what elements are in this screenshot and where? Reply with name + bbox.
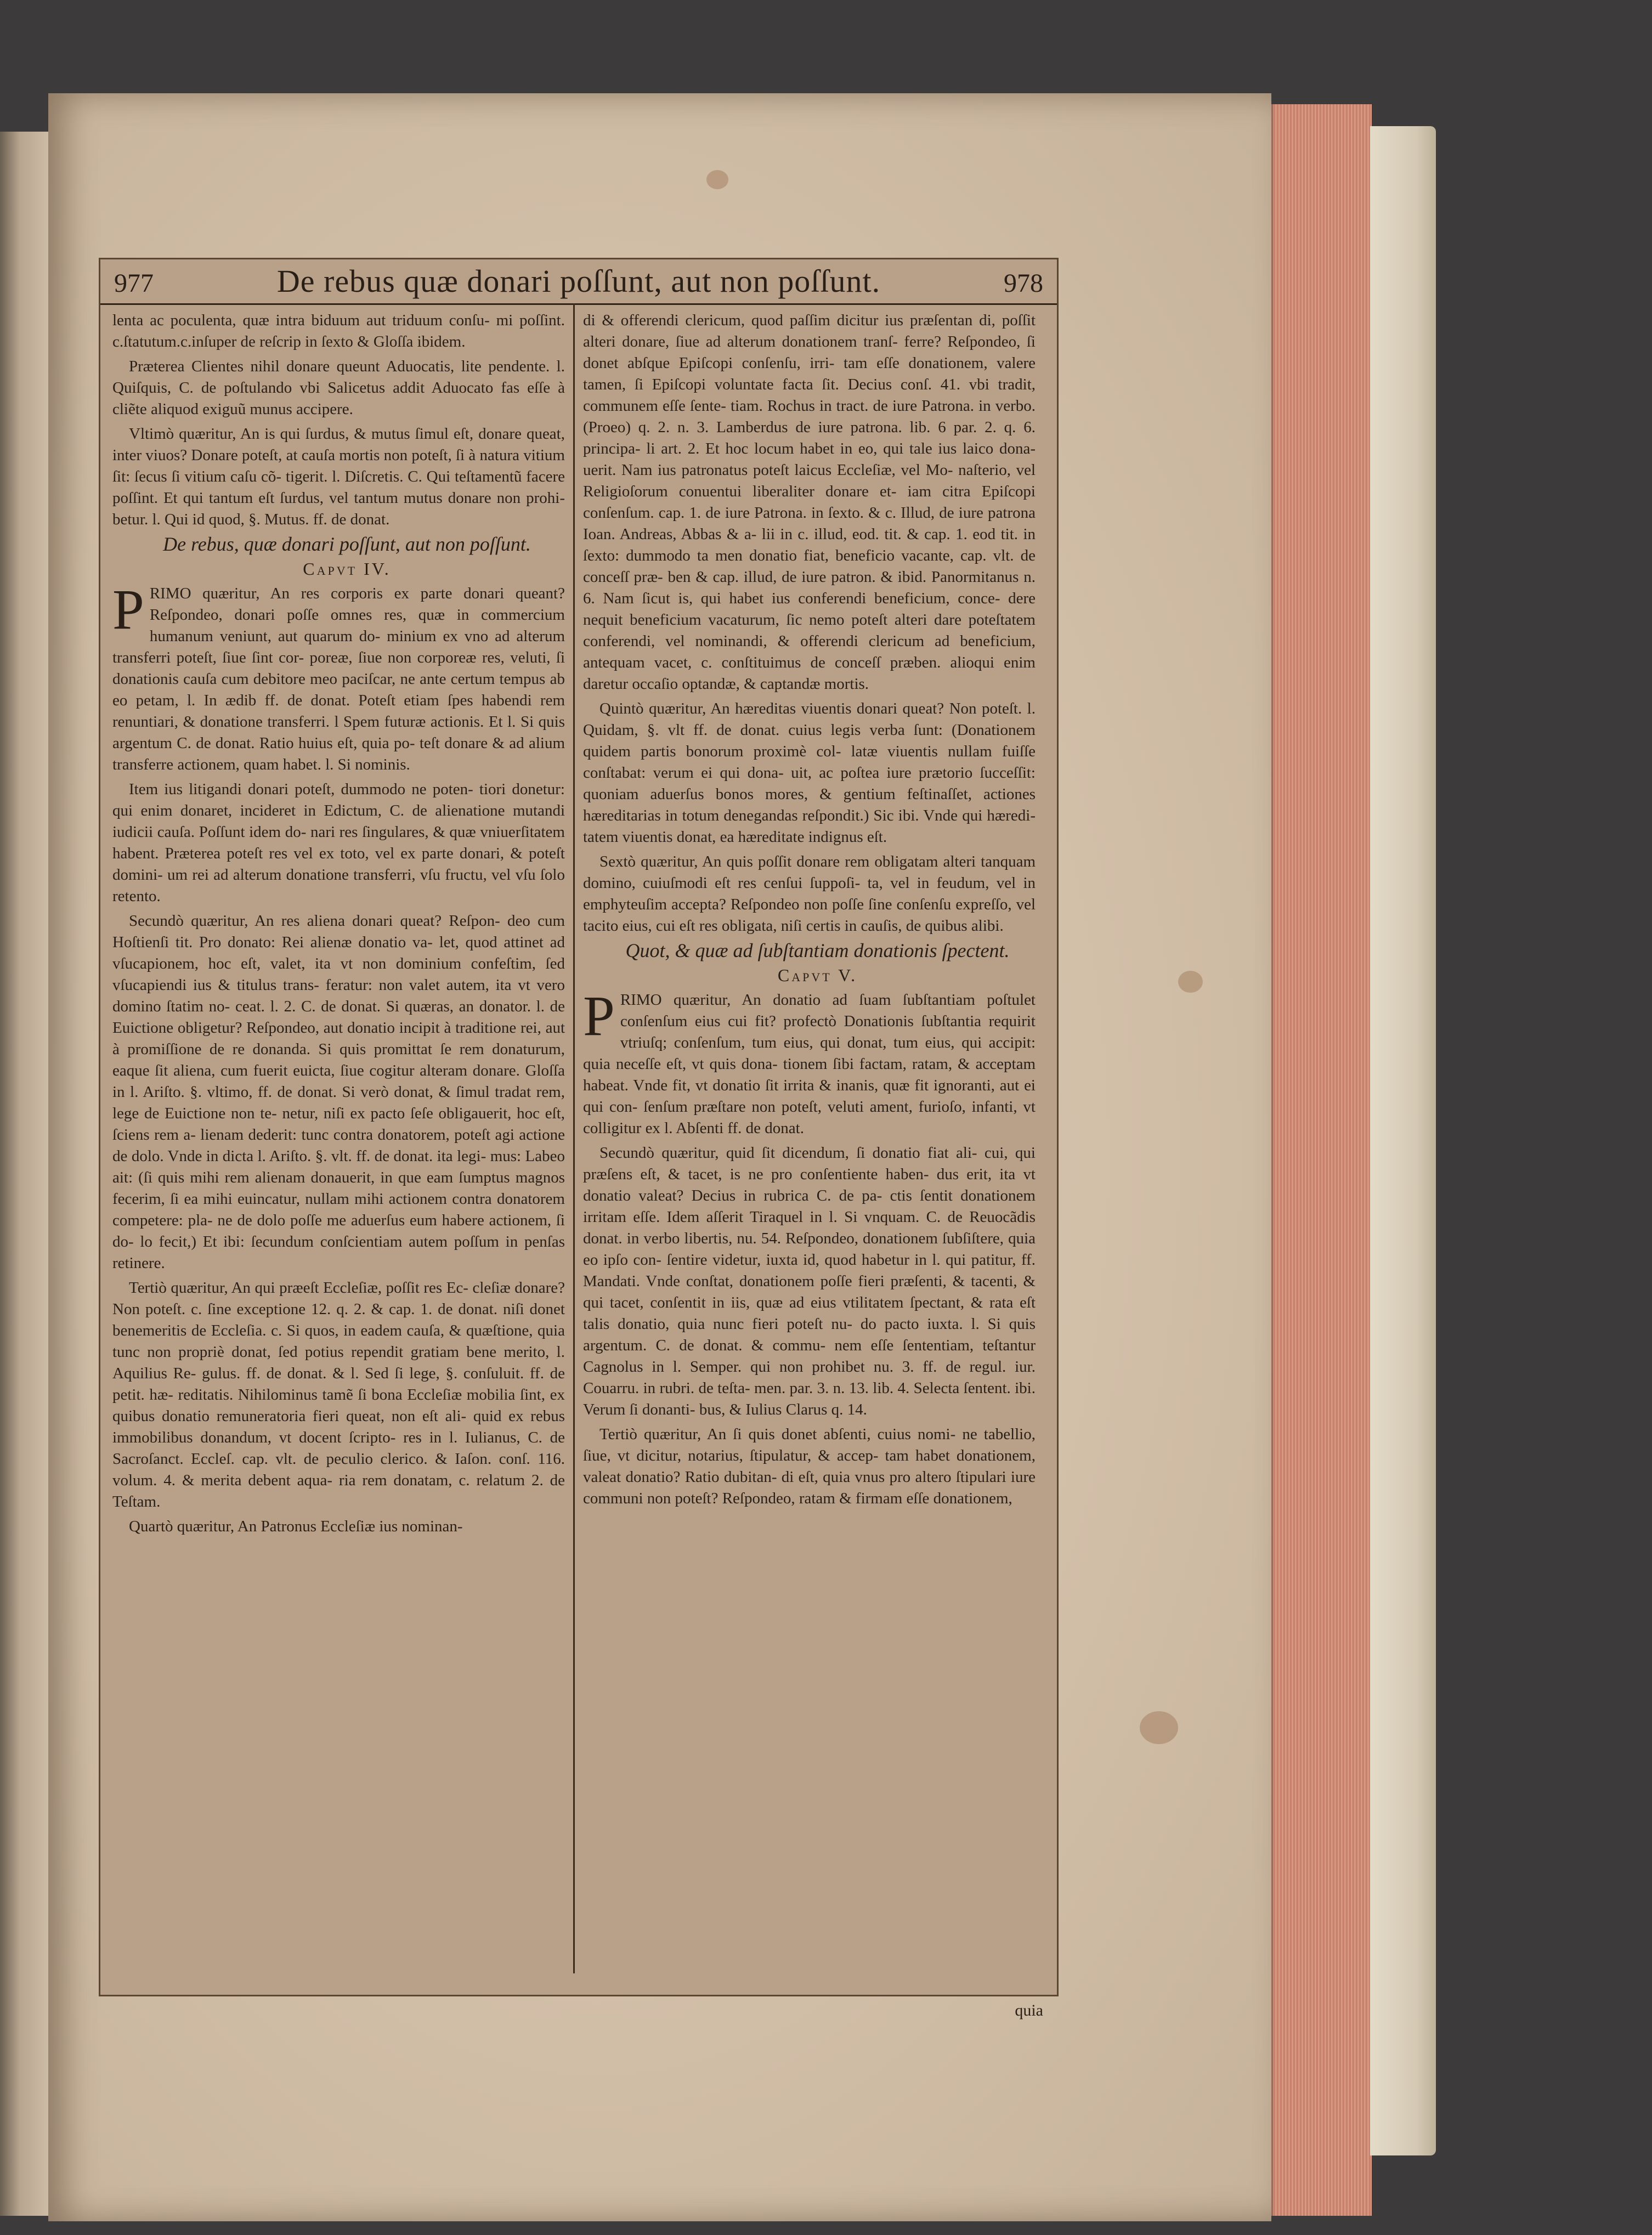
- left-column: [112, 310, 565, 1983]
- book: [0, 93, 1448, 2232]
- foxing-stain: [1140, 1711, 1178, 1744]
- paragraph: lenta ac poculenta, quæ intra biduum aut triduum conſu- mi poſſint. c.ſtatutum.c.inſuper de reſcrip in ſexto & Gloſſa ibidem.: [112, 312, 565, 350]
- paragraph: Quintò quæritur, An hæreditas viuentis donari queat? Non poteſt. l. Quidam, §. vlt ff. de donat. cuius legis verba ſunt: (Donationem quidem partis bonorum proximè col- latæ viuentis nullam fuiſſe conſtabat: verum ei qui dona- uit, ac poſtea iure prætorio ſucceſſit: quoniam aduerſus bonos mores, & gentium feſtinaſſet, actiones hæreditarias in totum denegandas reſpondit.) Sic ibi. Vnde qui hæredi- tatem viuentis donat, ea hæreditate indignus eſt.: [583, 700, 1036, 846]
- first-paragraph: [583, 984, 1036, 1139]
- paragraph: Sextò quæritur, An quis poſſit donare rem obligatam alteri tanquam domino, cuiuſmodi eſt res cenſui ſuppoſi- ta, vel in feudum, vel in emphyteuſim accepta? Reſpondeo non poſſe ſine conſenſu expreſſo, vel tacito eius, cui eſt res obligata, niſi certis in cauſis, de quibus alibi.: [583, 853, 1036, 935]
- paragraph: Tertiò quæritur, An ſi quis donet abſenti, cuius nomi- ne tabellio, ſiue, vt dicitur, notarius, ſtipulatur, & accep- tam habet donationem, valeat donatio? Ratio dubitan- di eſt, quia vnus pro altero ſtipulari iure communi non poteſt? Reſpondeo, ratam & firmam eſſe donationem,: [583, 1425, 1036, 1507]
- paragraph: Vltimò quæritur, An is qui ſurdus, & mutus ſimul eſt, donare queat, inter viuos? Donare poteſt, at cauſa mortis non poteſt, ſi à natura vitium ſit: ſecus ſi vitium caſu cõ- tigerit. l. Diſcretis. C. Qui teſtamentũ facere poſſint. Et qui tantum eſt ſurdus, vel tantum mutus donare non prohi- betur. l. Qui id quod, §. Mutus. ff. de donat.: [112, 425, 565, 528]
- paragraph: Quartò quæritur, An Patronus Eccleſiæ ius nominan-: [129, 1518, 463, 1535]
- first-paragraph: [112, 578, 565, 776]
- chapter-title: Capvt V.: [777, 965, 858, 985]
- right-page: [48, 93, 1271, 2221]
- first-paragraph-text: RIMO quæritur, An donatio ad ſuam ſubſtantiam poſtulet conſenſum eius cui fit? profectò Donationis ſubſtantia requirit vtriuſq; conſenſum, tum eius, qui donat, tum eius, qui accipit: quia neceſſe eſt, vt quis dona- tionem ſibi factam, ratam, & acceptam habeat. Vnde fit, vt donatio ſit irrita & inanis, quæ fit ignoranti, aut ei qui con- ſenſum præſtare non poteſt, veluti ament, furioſo, infanti, vt colligitur ex l. Abſenti ff. de donat.: [583, 991, 1036, 1137]
- foxing-stain: [1178, 971, 1203, 993]
- section-heading: Quot, & quæ ad ſubſtantiam donationis ſpectent.: [625, 940, 1010, 961]
- printed-text-block: [99, 258, 1059, 2019]
- right-page-number: 978: [1004, 269, 1043, 298]
- drop-cap: P: [583, 984, 615, 1048]
- back-board: [1370, 126, 1436, 2155]
- paragraph: Secundò quæritur, quid ſit dicendum, ſi donatio fiat ali- cui, qui præſens eſt, & tacet, is ne pro conſentiente haben- dus erit, ita vt donatio valeat? Decius in rubrica C. de pa- ctis ſentit donationem irritam eſſe. Idem aſſerit Tiraquel in l. Si vnquam. C. de Reuocãdis donat. in verbo libertis, nu. 54. Reſpondeo, donationem ſubſiſtere, quia eo ipſo con- ſentire videtur, iuxta id, quod habetur in l. qui patitur, ff. Mandati. Vnde conſtat, donationem poſſe fieri præſenti, & tacenti, & qui tacet, conſentit in iis, quæ ad eius vtilitatem ſpectant, & rata eſt talis donatio, quia nunc fieri poteſt nu- do pacto iuxta. l. Si quis argentum. C. de donat. & commu- nem eſſe ſententiam, teſtantur Cagnolus in l. Semper. qui non prohibet nu. 3. ff. de regul. iur. Couarru. in rubri. de teſta- men. par. 3. n. 13. lib. 4. Selecta ſentent. ibi. Verum ſi donanti- bus, & Iulius Clarus q. 14.: [583, 1144, 1036, 1418]
- running-head-title: De rebus quæ donari poſſunt, aut non poſſunt.: [276, 263, 881, 299]
- catchword: quia: [1015, 2001, 1043, 2019]
- first-paragraph-text: RIMO quæritur, An res corporis ex parte donari queant? Reſpondeo, donari poſſe omnes res, quæ in commercium humanum veniunt, aut quarum do- minium ex vno ad alterum transferri poteſt, ſiue ſint cor- poreæ, ſiue non corporeæ res, veluti, ſi donationis cauſa cum debitore meo paciſcar, ne ante certum tempus ab eo petam, l. In ædib ff. de donat. Poteſt etiam ſpes habendi rem renuntiari, & donatione transferri. l Spem futuræ actionis. Et l. Si quis argentum C. de donat. Ratio huius eſt, quia po- teſt donare & ad alium transferre actionem, quam habet. l. Si nominis.: [112, 585, 565, 773]
- paragraph: Secundò quæritur, An res aliena donari queat? Reſpon- deo cum Hoſtienſi tit. Pro donato: Rei alienæ donatio va- let, quod attinet ad vſucapionem, hoc eſt, valet, ita vt non dominium confeſtim, ſed vſucapiendi ius & titulus trans- feratur: non valet autem, ita vt vero domino ſtatim no- ceat. l. 2. C. de donat. Si quæras, an donator. l. de Euictione obligetur? Reſpondeo, aut donatio incipit à traditione rei, aut à promiſſione de re donanda. Si quis promittat ſe rem donaturum, eaque ſit aliena, cum fuerit euicta, ſiue cogitur alteram donare. Gloſſa in l. Ariſto. §. vltimo, ff. de donat. Si verò donat, & ſimul tradat rem, lege de Euictione non te- netur, niſi ex pacto ſeſe obligauerit, hoc eſt, ſciens rem a- lienam dederit: tunc contra donatorem, poteſt agi actione de dolo. Vnde in dicta l. Ariſto. §. vlt. ff. de donat. ita legi- mus: Labeo ait: (ſi quis mihi rem alienam donauerit, in que eam ſumptus magnos fecerim, ſi ea mihi euincatur, nullam mihi actionem contra donatorem competere: pla- ne de dolo poſſe me aduerſus eum habere actionem, ſi do- lo fecit,) Et ibi: ſecundum conſcientiam autem poſſum in penſas retinere.: [112, 912, 565, 1272]
- running-head: [100, 259, 1057, 305]
- column-divider: [573, 303, 575, 1973]
- paragraph: Item ius litigandi donari poteſt, dummodo ne poten- tiori donetur: qui enim donaret, incideret in Edictum, C. de alienatione mutandi iudicii cauſa. Poſſunt idem do- nari res ſingulares, & quæ vniuerſitatem habent. Præterea poteſt res vel ex toto, vel ex parte donari, & poteſt domini- um rei ad alterum donatione transferri, vſu fructu, vel vſu ſolo retento.: [112, 780, 565, 905]
- section-heading: De rebus, quæ donari poſſunt, aut non poſſunt.: [163, 533, 531, 555]
- left-page-edge: [0, 132, 50, 2216]
- chapter-title: Capvt IV.: [303, 559, 391, 579]
- paragraph: di & offerendi clericum, quod paſſim dicitur ius præſentan di, poſſit alteri donare, ſiue ad alterum donationem tranſ- ferre? Reſpondeo, ſi donet abſque Epiſcopi conſenſu, irri- tam eſſe donationem, valere tamen, ſi Epiſcopi voluntate facta ſit. Decius conſ. 41. vbi tradit, communem eſſe ſente- tiam. Rochus in tract. de iure Patrona. in verbo. (Proeo) q. 2. n. 3. Lamberdus de iure patrona. lib. 6 par. 2. q. 6. principa- li art. 2. Et hoc locum habet in eo, qui tale ius laico dona- uerit. Nam ius patronatus poteſt laicus Eccleſiæ, vel Mo- naſterio, vel Religioſorum conuentui liberaliter donare et- iam citra Epiſcopi conſenſum. cap. 1. de iure Patrona. in ſexto. & c. Illud, de iure patrona Ioan. Andreas, Abbas & a- lii in c. illud, eod. tit. & cap. 1. eod tit. in ſexto: dummodo ta men donatio fiat, beneficio vacante, cap. vlt. de conceſſ præ- ben & cap. illud, de iure patron. & ibid. Panormitanus n. 6. Nam ſicut is, qui habet ius conferendi beneficium, conce- dere nequit beneficium vacaturum, ſic nemo poteſt alteri dare poteſtatem conferendi, vel nominandi, & offerendi clericum ad beneficium, antequam vacet, c. conſtituimus de conceſſ præben. alioqui enim daretur occaſio optandæ, & captandæ mortis.: [583, 312, 1036, 693]
- foxing-stain: [706, 170, 728, 189]
- paragraph: Tertiò quæritur, An qui præeſt Eccleſiæ, poſſit res Ec- cleſiæ donare? Non poteſt. c. ſine exceptione 12. q. 2. & cap. 1. de donat. niſi donet benemeritis de Eccleſia. c. Si quos, in eadem cauſa, & quæſtione, quia tunc non propriè donat, ſed potius rependit gratiam bene merito, l. Aquilius Re- gulus. ff. de donat. & l. Sed ſi lege, §. conſuluit. ff. de petit. hæ- reditatis. Nihilominus tamẽ ſi bona Eccleſiæ mobilia ſint, ex quibus donatio remuneratoria fieri queat, non eſt ali- quid ex rebus immobilibus donandum, vt docent ſcripto- res in l. Iulianus, C. de Sacroſanct. Eccleſ. cap. vlt. de peculio clerico. & Iaſon. conſ. 116. volum. 4. & merita debent aqua- ria rem donatam, c. relatum 2. de Teſtam.: [112, 1279, 565, 1510]
- red-fore-edge: [1271, 104, 1372, 2216]
- left-page-number: 977: [114, 269, 154, 298]
- paragraph: Præterea Clientes nihil donare queunt Aduocatis, lite pendente. l. Quiſquis, C. de poſtulando vbi Salicetus addit Aduocato fas eſſe à cliẽte aliquod exiguũ munus accipere.: [112, 358, 565, 418]
- drop-cap: P: [112, 578, 144, 641]
- right-column: [583, 310, 1036, 1983]
